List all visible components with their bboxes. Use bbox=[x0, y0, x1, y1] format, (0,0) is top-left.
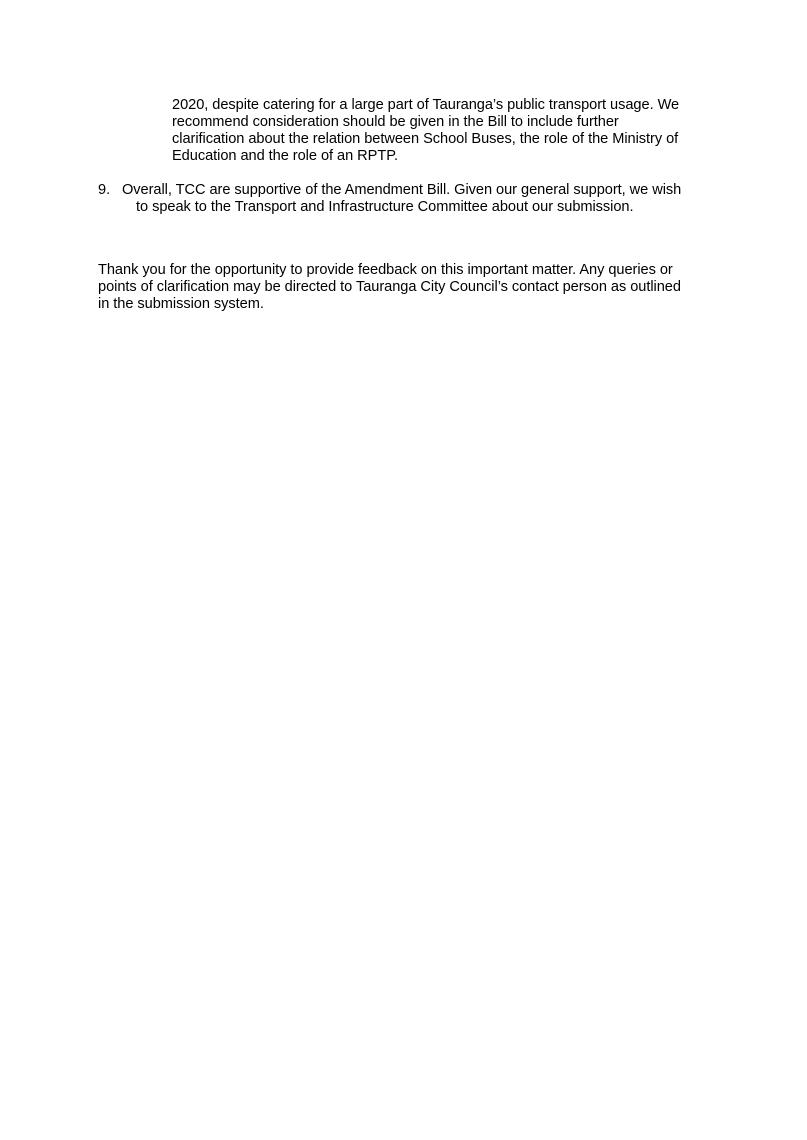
paragraph-line: clarification about the relation between School Buses, the role of the Ministry of bbox=[172, 131, 679, 147]
paragraph-line: to speak to the Transport and Infrastructure Committee about our submission. bbox=[136, 199, 634, 215]
item-text bbox=[122, 182, 718, 216]
paragraph-line: Overall, TCC are supportive of the Amendment Bill. Given our general support, we wish bbox=[122, 182, 682, 198]
paragraph-line: points of clarification may be directed to Tauranga City Council’s contact person as outlined bbox=[98, 279, 681, 295]
paragraph-line: in the submission system. bbox=[98, 296, 264, 312]
paragraph-line: recommend consideration should be given in the Bill to include further bbox=[172, 114, 619, 130]
closing-paragraph bbox=[98, 262, 718, 313]
item-number: 9. bbox=[98, 182, 111, 198]
paragraph-line: Thank you for the opportunity to provide feedback on this important matter. Any queries or bbox=[98, 262, 673, 278]
paragraph-line: Education and the role of an RPTP. bbox=[172, 148, 399, 164]
paragraph-line: 2020, despite catering for a large part of Tauranga’s public transport usage. We bbox=[172, 97, 680, 113]
paragraph-8-continuation bbox=[172, 97, 732, 165]
